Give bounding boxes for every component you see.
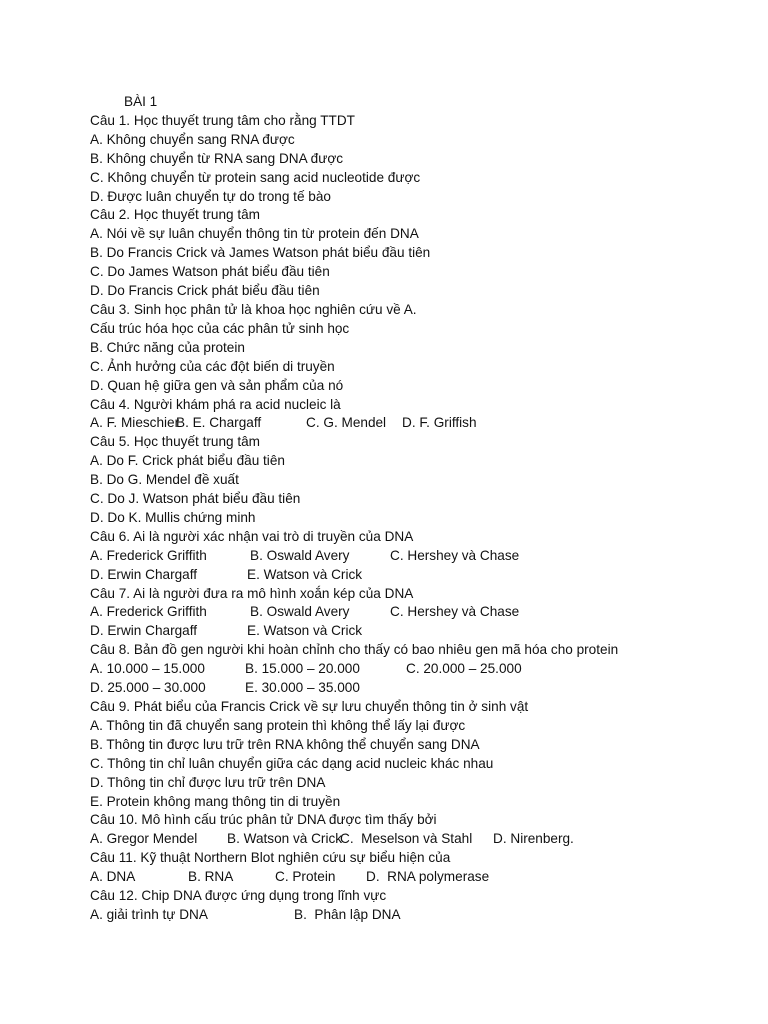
question-line: Câu 9. Phát biểu của Francis Crick về sự lưu chuyển thông tin ở sinh vật (90, 699, 529, 714)
answer-option: A. F. Mieschier (90, 415, 180, 431)
answer-line: D. Do K. Mullis chứng minh (90, 509, 256, 525)
answer-line: C. Do James Watson phát biểu đầu tiên (90, 264, 330, 280)
answer-line: B. Không chuyển từ RNA sang DNA được (90, 150, 344, 166)
answer-line: Cấu trúc hóa học của các phân tử sinh học (90, 320, 350, 336)
answer-options-row (90, 603, 730, 622)
answer-option: D. Erwin Chargaff (90, 623, 198, 639)
question-line: Câu 2. Học thuyết trung tâm (90, 207, 261, 223)
answer-option: B. Oswald Avery (250, 604, 350, 620)
answer-option: B. 15.000 – 20.000 (245, 661, 360, 677)
answer-line: E. Protein không mang thông tin di truyền (90, 793, 341, 809)
answer-options-row (90, 868, 730, 887)
answer-option: C. Protein (275, 869, 336, 885)
question-line: Câu 10. Mô hình cấu trúc phân tử DNA được tìm thấy bởi (90, 812, 437, 828)
answer-line: D. Thông tin chỉ được lưu trữ trên DNA (90, 774, 326, 790)
answer-option: E. Watson và Crick (247, 566, 363, 582)
answer-option: E. Watson và Crick (247, 623, 363, 639)
answer-option: A. Frederick Griffith (90, 604, 207, 620)
question-line: Câu 12. Chip DNA được ứng dụng trong lĩnh vực (90, 888, 387, 904)
answer-line: B. Thông tin được lưu trữ trên RNA không thể chuyển sang DNA (90, 736, 480, 752)
question-line: Câu 8. Bản đồ gen người khi hoàn chỉnh cho thấy có bao nhiêu gen mã hóa cho protein (90, 642, 619, 658)
question-list (90, 112, 730, 925)
answer-options-row (90, 547, 730, 566)
answer-line: A. Không chuyển sang RNA được (90, 131, 295, 147)
answer-line: C. Ảnh hưởng của các đột biến di truyền (90, 358, 335, 374)
answer-option: E. 30.000 – 35.000 (245, 680, 360, 696)
answer-line: D. Quan hệ giữa gen và sản phẩm của nó (90, 377, 344, 393)
question-line: Câu 6. Ai là người xác nhận vai trò di truyền của DNA (90, 528, 414, 544)
answer-options-row (90, 679, 730, 698)
answer-option: B. Watson và Crick (227, 831, 343, 847)
answer-line: A. Do F. Crick phát biểu đầu tiên (90, 453, 285, 469)
answer-option: A. giải trình tự DNA (90, 906, 208, 922)
question-line: Câu 4. Người khám phá ra acid nucleic là (90, 396, 341, 412)
answer-option: D. F. Griffish (402, 415, 477, 431)
answer-option: A. Frederick Griffith (90, 547, 207, 563)
answer-option: B. Oswald Avery (250, 547, 350, 563)
answer-line: B. Do G. Mendel đề xuất (90, 472, 239, 488)
answer-line: C. Thông tin chỉ luân chuyển giữa các dạng acid nucleic khác nhau (90, 755, 494, 771)
answer-line: A. Thông tin đã chuyển sang protein thì không thể lấy lại được (90, 717, 466, 733)
answer-line: A. Nói về sự luân chuyển thông tin từ protein đến DNA (90, 226, 419, 242)
answer-option: A. Gregor Mendel (90, 831, 198, 847)
answer-line: C. Do J. Watson phát biểu đầu tiên (90, 491, 301, 507)
document-body (90, 93, 730, 925)
answer-option: D. 25.000 – 30.000 (90, 680, 206, 696)
answer-option: B. E. Chargaff (176, 415, 262, 431)
answer-option: B. Phân lập DNA (294, 906, 401, 922)
answer-option: A. DNA (90, 869, 136, 885)
answer-line: D. Được luân chuyển tự do trong tế bào (90, 188, 331, 204)
answer-option: D. RNA polymerase (366, 869, 490, 885)
answer-options-row (90, 622, 730, 641)
answer-option: A. 10.000 – 15.000 (90, 661, 205, 677)
answer-option: B. RNA (188, 869, 234, 885)
answer-option: C. Meselson và Stahl (340, 831, 473, 847)
answer-option: C. Hershey và Chase (390, 604, 520, 620)
document-title: BÀI 1 (124, 94, 158, 109)
question-line: Câu 7. Ai là người đưa ra mô hình xoắn kép của DNA (90, 585, 414, 601)
answer-option: D. Erwin Chargaff (90, 566, 198, 582)
answer-options-row (90, 566, 730, 585)
answer-options-row (90, 830, 730, 849)
answer-line: C. Không chuyển từ protein sang acid nucleotide được (90, 169, 421, 185)
answer-option: C. G. Mendel (306, 415, 387, 431)
question-line: Câu 1. Học thuyết trung tâm cho rằng TTDT (90, 112, 355, 128)
answer-line: D. Do Francis Crick phát biểu đầu tiên (90, 283, 320, 299)
question-line: Câu 11. Kỹ thuật Northern Blot nghiên cứu sự biểu hiện của (90, 850, 451, 866)
answer-options-row (90, 414, 730, 433)
question-line: Câu 3. Sinh học phân tử là khoa học nghiên cứu về A. (90, 301, 417, 317)
answer-line: B. Chức năng của protein (90, 339, 245, 355)
answer-line: B. Do Francis Crick và James Watson phát biểu đầu tiên (90, 245, 431, 261)
answer-option: C. Hershey và Chase (390, 547, 520, 563)
question-line: Câu 5. Học thuyết trung tâm (90, 434, 261, 450)
answer-options-row (90, 660, 730, 679)
answer-options-row (90, 906, 730, 925)
answer-option: D. Nirenberg. (493, 831, 574, 847)
answer-option: C. 20.000 – 25.000 (406, 661, 522, 677)
